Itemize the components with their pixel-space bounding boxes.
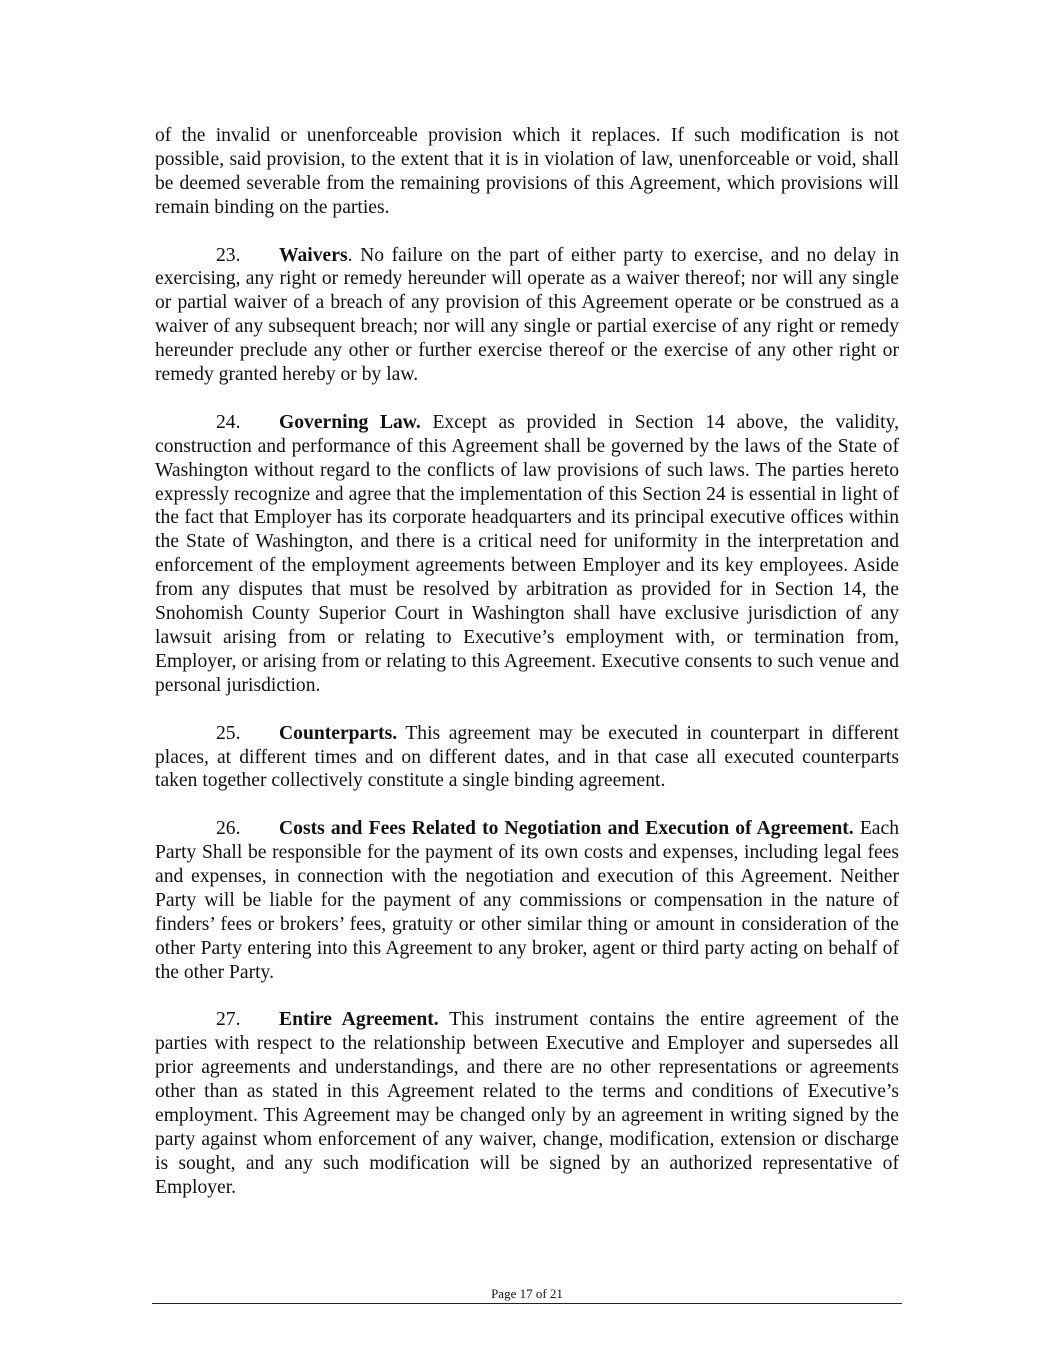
section-number: 26. (216, 818, 241, 840)
section-number: 23. (216, 244, 241, 266)
section-body: This instrument contains the entire agreement of the parties with respect to the relationship between Executive and Employer and supersedes all prior agreements and understandings, and there are no other representations or agreements other than as stated in this Agreement related to the terms and conditions of Executive’s employment. This Agreement may be changed only by an agreement in writing signed by the party against whom enforcement of any waiver, change, modification, extension or discharge is sought, and any such modification will be signed by an authorized representative of Employer. (155, 1009, 899, 1198)
section-heading: Entire Agreement. (279, 1009, 439, 1031)
section-heading: Costs and Fees Related to Negotiation and Execution of Agreement. (279, 818, 854, 840)
section-24-paragraph (155, 411, 899, 698)
document-body (155, 124, 899, 1224)
footer-divider (152, 1303, 902, 1304)
section-25-paragraph (155, 722, 899, 794)
section-body: . No failure on the part of either party to exercise, and no delay in exercising, any right or remedy hereunder will operate as a waiver thereof; nor will any single or partial waiver of a breach of any provision of this Agreement operate or be construed as a waiver of any subsequent breach; nor will any single or partial exercise of any right or remedy hereunder preclude any other or further exercise thereof or the exercise of any other right or remedy granted hereby or by law. (155, 244, 899, 386)
section-number: 25. (216, 722, 241, 744)
section-heading: Governing Law. (279, 411, 421, 433)
section-heading: Counterparts. (279, 722, 398, 744)
continuation-paragraph: of the invalid or unenforceable provision which it replaces. If such modification is not possible, said provision, to the extent that it is in violation of law, unenforceable or void, shall be deemed severable from the remaining provisions of this Agreement, which provisions will remain binding on the parties. (155, 125, 899, 218)
section-body: Each Party Shall be responsible for the payment of its own costs and expenses, including legal fees and expenses, in connection with the negotiation and execution of this Agreement. Neither Party will be liable for the payment of any commissions or compensation in the nature of finders’ fees or brokers’ fees, gratuity or other similar thing or amount in consideration of the other Party entering into this Agreement to any broker, agent or third party acting on behalf of the other Party. (155, 818, 899, 983)
section-number: 24. (216, 411, 241, 433)
section-23-paragraph (155, 244, 899, 387)
page-footer (152, 1286, 902, 1304)
section-number: 27. (216, 1009, 241, 1031)
section-body: This agreement may be executed in counterpart in different places, at different times and on different dates, and in that case all executed counterparts taken together collectively constitute a single binding agreement. (155, 722, 899, 792)
section-27-paragraph (155, 1008, 899, 1199)
section-heading: Waivers (279, 244, 348, 266)
section-body: Except as provided in Section 14 above, the validity, construction and performance of this Agreement shall be governed by the laws of the State of Washington without regard to the conflicts of law provisions of such laws. The parties hereto expressly recognize and agree that the implementation of this Section 24 is essential in light of the fact that Employer has its corporate headquarters and its principal executive offices within the State of Washington, and there is a critical need for uniformity in the interpretation and enforcement of the employment agreements between Employer and its key employees. Aside from any disputes that must be resolved by arbitration as provided for in Section 14, the Snohomish County Superior Court in Washington shall have exclusive jurisdiction of any lawsuit arising from or relating to Executive’s employment with, or termination from, Employer, or arising from or relating to this Agreement. Executive consents to such venue and personal jurisdiction. (155, 411, 899, 696)
page-number: Page 17 of 21 (491, 1286, 563, 1301)
section-26-paragraph (155, 817, 899, 984)
